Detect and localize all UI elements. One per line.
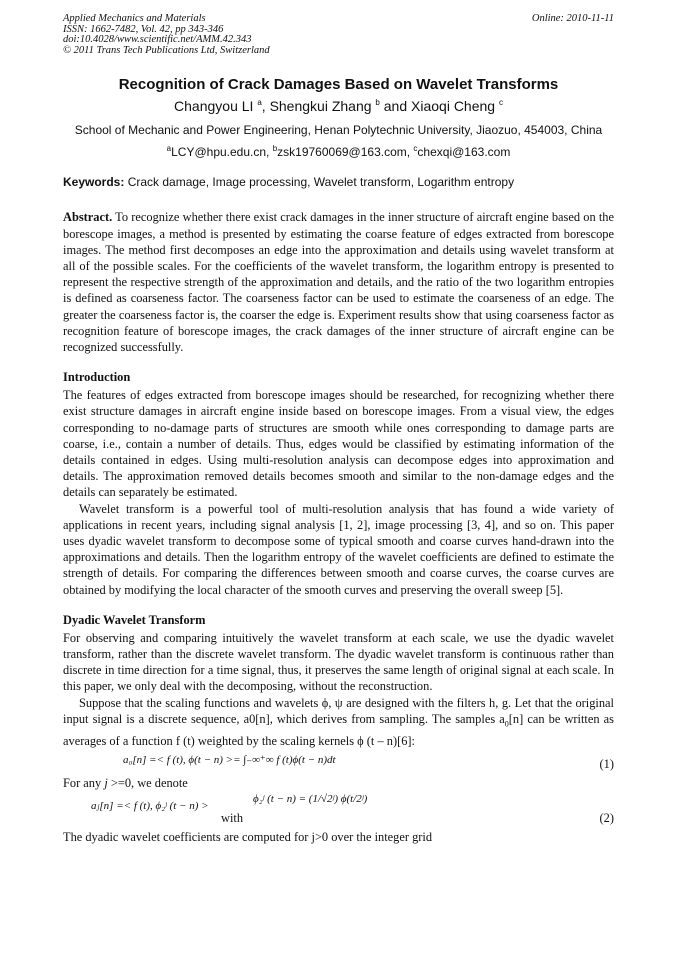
equation-rhs: ϕ₂ʲ (t − n) = (1/√2ʲ) ϕ(t/2ʲ): [253, 792, 368, 805]
paragraph-text: [n] can be written as averages of a function f (t) weighted by the scaling kernels ϕ (t – n)[6]:: [63, 711, 614, 748]
paragraph: [63, 775, 614, 791]
abstract: [63, 209, 614, 355]
journal-header: [63, 14, 614, 56]
author-affil-marker: a: [257, 98, 262, 108]
author-separator: and: [379, 98, 412, 115]
keywords: [63, 175, 614, 189]
email-marker: a: [166, 144, 172, 154]
paragraph: The dyadic wavelet coefficients are computed for j>0 over the integer grid: [63, 829, 433, 844]
variable-j: j: [104, 775, 108, 790]
equation-body: a₀[n] =< f (t), ϕ(t − n) >= ∫₋∞⁺∞ f (t)ϕ(t − n)dt: [123, 753, 336, 766]
online-date: Online: 2010-11-11: [531, 13, 614, 24]
equation-lhs: aⱼ[n] =< f (t), ϕ₂ʲ (t − n) >: [91, 799, 209, 812]
journal-name: Applied Mechanics and Materials: [63, 13, 206, 24]
keywords-text: Crack damage, Image processing, Wavelet transform, Logarithm entropy: [124, 175, 515, 190]
paragraph: Wavelet transform is a powerful tool of multi-resolution analysis that has found a wide variety of applications in recent years, including signal analysis [1, 2], image processing [3, 4], and so on. This paper uses dyadic wavelet transform to decompose some of typical smooth and coarse curves hand-drawn into the approximations and details. Then the logarithm entropy of the wavelet coefficients are defined to estimate the strength of details. For comparing the differences between smooth and coarse curves, the coarse curves are obtained by modifying the local character of the smooth curves and preserving the overall sweep [5].: [63, 501, 614, 597]
issn-line: ISSN: 1662-7482, Vol. 42, pp 343-346: [63, 23, 224, 35]
paragraph: For observing and comparing intuitively the wavelet transform at each scale, we use the dyadic wavelet transform, rather than the discrete wavelet transform. The dyadic wavelet transform is continuous rather than discrete in time direction for a time signal, thus, it preserves the same length of original signal at each scale. In this paper, we only deal with the decomposing, without the reconstruction.: [63, 630, 614, 694]
email-marker: b: [272, 144, 278, 154]
paragraph-text: Suppose that the scaling functions and wavelets ϕ, ψ are designed with the filters h, g. Let that the original input signal is a discrete sequence, a0[n], which derives from sampling. The samples a: [63, 695, 614, 726]
abstract-label: Abstract.: [63, 210, 113, 225]
paragraph: The features of edges extracted from borescope images should be researched, for recognizing whether there exist structure damages in aircraft engine inside based on borescope images. From a visual view, the edges corresponding to no-damage parts of structures are smooth while ones corresponding to damage parts are coarse, i.e., contain a number of details. Thus, edges would be classified by estimating information of the details contained in edges. Using multi-resolution analysis can decompose edges into approximation and details. The approximation removed details becomes smooth and similar to the non-damage edges and the details can separately be estimated.: [63, 388, 614, 500]
paper-page: [63, 14, 614, 845]
author-affil-marker: b: [375, 98, 380, 108]
equation-number: (1): [599, 756, 614, 771]
email-address[interactable]: LCY@hpu.edu.cn,: [171, 145, 273, 160]
paragraph-text: For any: [63, 775, 105, 790]
author-affil-marker: c: [498, 98, 503, 108]
author-separator: ,: [261, 98, 270, 115]
abstract-text: To recognize whether there exist crack damages in the inner structure of aircraft engine based on the borescope images, a method is presented by estimating the coarse feature of edges extracted from borescope images. The method first decomposes an edge into the approximation and details using wavelet transform at all of the possible scales. For the coefficients of the wavelet transform, the logarithm entropy is presented to represent the respective strength of the approximation and details, and the ratio of the two logarithm entropies is defined as coarseness factor. The coarseness factor can be used to estimate the coarseness of an edge. The greater the coarseness factor is, the coarser the edge is. Experiment results show that using coarseness factor as recognition feature of borescope images, the crack damages of the inner structure of aircraft engine can be recognized successfully.: [63, 210, 614, 354]
email-address[interactable]: zsk19760069@163.com,: [277, 145, 414, 160]
subscript: 0: [504, 719, 509, 729]
equation-number: (2): [599, 810, 614, 825]
equation-with-word: with: [221, 810, 244, 825]
paragraph-text: >=0, we denote: [107, 775, 188, 790]
equation-2: [63, 791, 614, 829]
paper-title: Recognition of Crack Damages Based on Wavelet Transforms: [118, 76, 559, 94]
paragraph: [63, 695, 614, 749]
affiliation: School of Mechanic and Power Engineering, Henan Polytechnic University, Jiaozuo, 454003, China: [74, 123, 603, 138]
email-address[interactable]: chexqi@163.com: [417, 145, 511, 160]
doi-line: doi:10.4028/www.scientific.net/AMM.42.343: [63, 34, 252, 46]
copyright-line: © 2011 Trans Tech Publications Ltd, Switzerland: [63, 44, 270, 56]
email-marker: c: [413, 144, 418, 154]
email-list: [63, 145, 614, 159]
author-name: Xiaoqi Cheng: [411, 98, 496, 115]
author-name: Shengkui Zhang: [269, 98, 372, 115]
equation-1: [63, 749, 614, 773]
keywords-label: Keywords:: [63, 175, 125, 190]
author-list: [63, 97, 614, 115]
section-heading-dyadic-wavelet: Dyadic Wavelet Transform: [63, 612, 206, 627]
author-name: Changyou LI: [174, 98, 254, 115]
section-heading-introduction: Introduction: [63, 370, 131, 385]
